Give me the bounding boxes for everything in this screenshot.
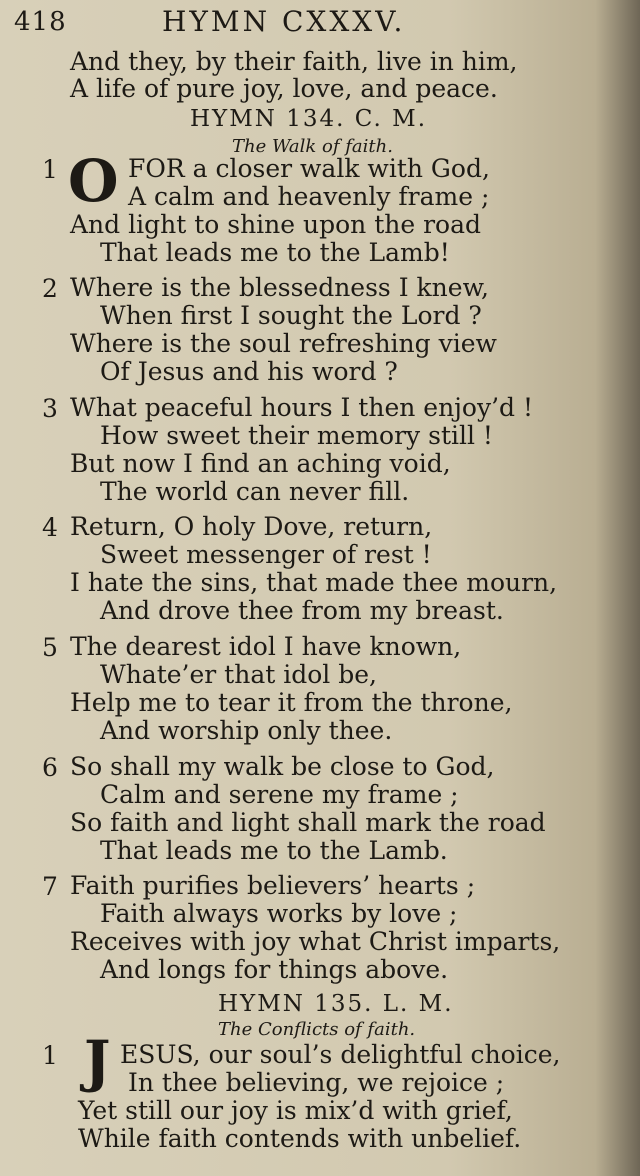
continued-line: And they, by their faith, live in him, [70,47,518,76]
hymn-135-title: HYMN 135. L. M. [218,991,454,1017]
verse-line: And light to shine upon the road [70,210,482,239]
verse-line: I hate the sins, that made thee mourn, [70,568,558,597]
verse-line: That leads me to the Lamb! [100,238,450,267]
verse-line: What peaceful hours I then enjoy’d ! [70,393,534,422]
stanza-number: 4 [42,513,58,542]
continued-line: A life of pure joy, love, and peace. [70,74,498,103]
verse-line: When first I sought the Lord ? [100,301,482,330]
verse-line: Whate’er that idol be, [100,660,377,689]
verse-line: Return, O holy Dove, return, [70,512,433,541]
running-head: HYMN CXXXV. [162,5,406,38]
page-number: 418 [14,7,67,37]
stanza-number: 1 [42,155,58,184]
stanza-number: 1 [42,1041,58,1070]
verse-line: And longs for things above. [100,955,449,984]
verse-line: ESUS, our soul’s delightful choice, [120,1040,561,1069]
verse-line: FOR a closer walk with God, [128,154,490,183]
verse-line: So faith and light shall mark the road [70,808,546,837]
verse-line: Faith purifies believers’ hearts ; [70,871,476,900]
verse-line: The world can never fill. [100,477,410,506]
verse-line: And worship only thee. [100,716,393,745]
page-header [0,5,640,42]
verse-line: Yet still our joy is mix’d with grief, [78,1096,513,1125]
verse-line: Where is the soul refreshing view [70,329,497,358]
verse-line: While faith contends with unbelief. [78,1124,522,1153]
stanza-number: 6 [42,753,58,782]
dropcap-letter: J [84,1029,111,1095]
verse-line: Where is the blessedness I knew, [70,273,489,302]
verse-line: Help me to tear it from the throne, [70,688,513,717]
verse-line: Receives with joy what Christ imparts, [70,927,561,956]
verse-line: So shall my walk be close to God, [70,752,495,781]
verse-line: And drove thee from my breast. [100,596,504,625]
hymn-134-subtitle: The Walk of faith. [232,136,393,157]
verse-line: That leads me to the Lamb. [100,836,448,865]
verse-line: But now I find an aching void, [70,449,451,478]
verse-line: How sweet their memory still ! [100,421,493,450]
stanza-number: 2 [42,274,58,303]
hymn-135-subtitle: The Conflicts of faith. [218,1019,416,1040]
verse-line: Sweet messenger of rest ! [100,540,432,569]
verse-line: Of Jesus and his word ? [100,357,398,386]
verse-line: In thee believing, we rejoice ; [128,1068,505,1097]
stanza-number: 7 [42,872,58,901]
hymn-134-title: HYMN 134. C. M. [190,106,428,132]
dropcap-letter: O [68,147,119,215]
stanza-number: 3 [42,394,58,423]
verse-line: The dearest idol I have known, [70,632,462,661]
verse-line: Calm and serene my frame ; [100,780,459,809]
verse-line: Faith always works by love ; [100,899,458,928]
stanza-number: 5 [42,633,58,662]
verse-line: A calm and heavenly frame ; [128,182,490,211]
